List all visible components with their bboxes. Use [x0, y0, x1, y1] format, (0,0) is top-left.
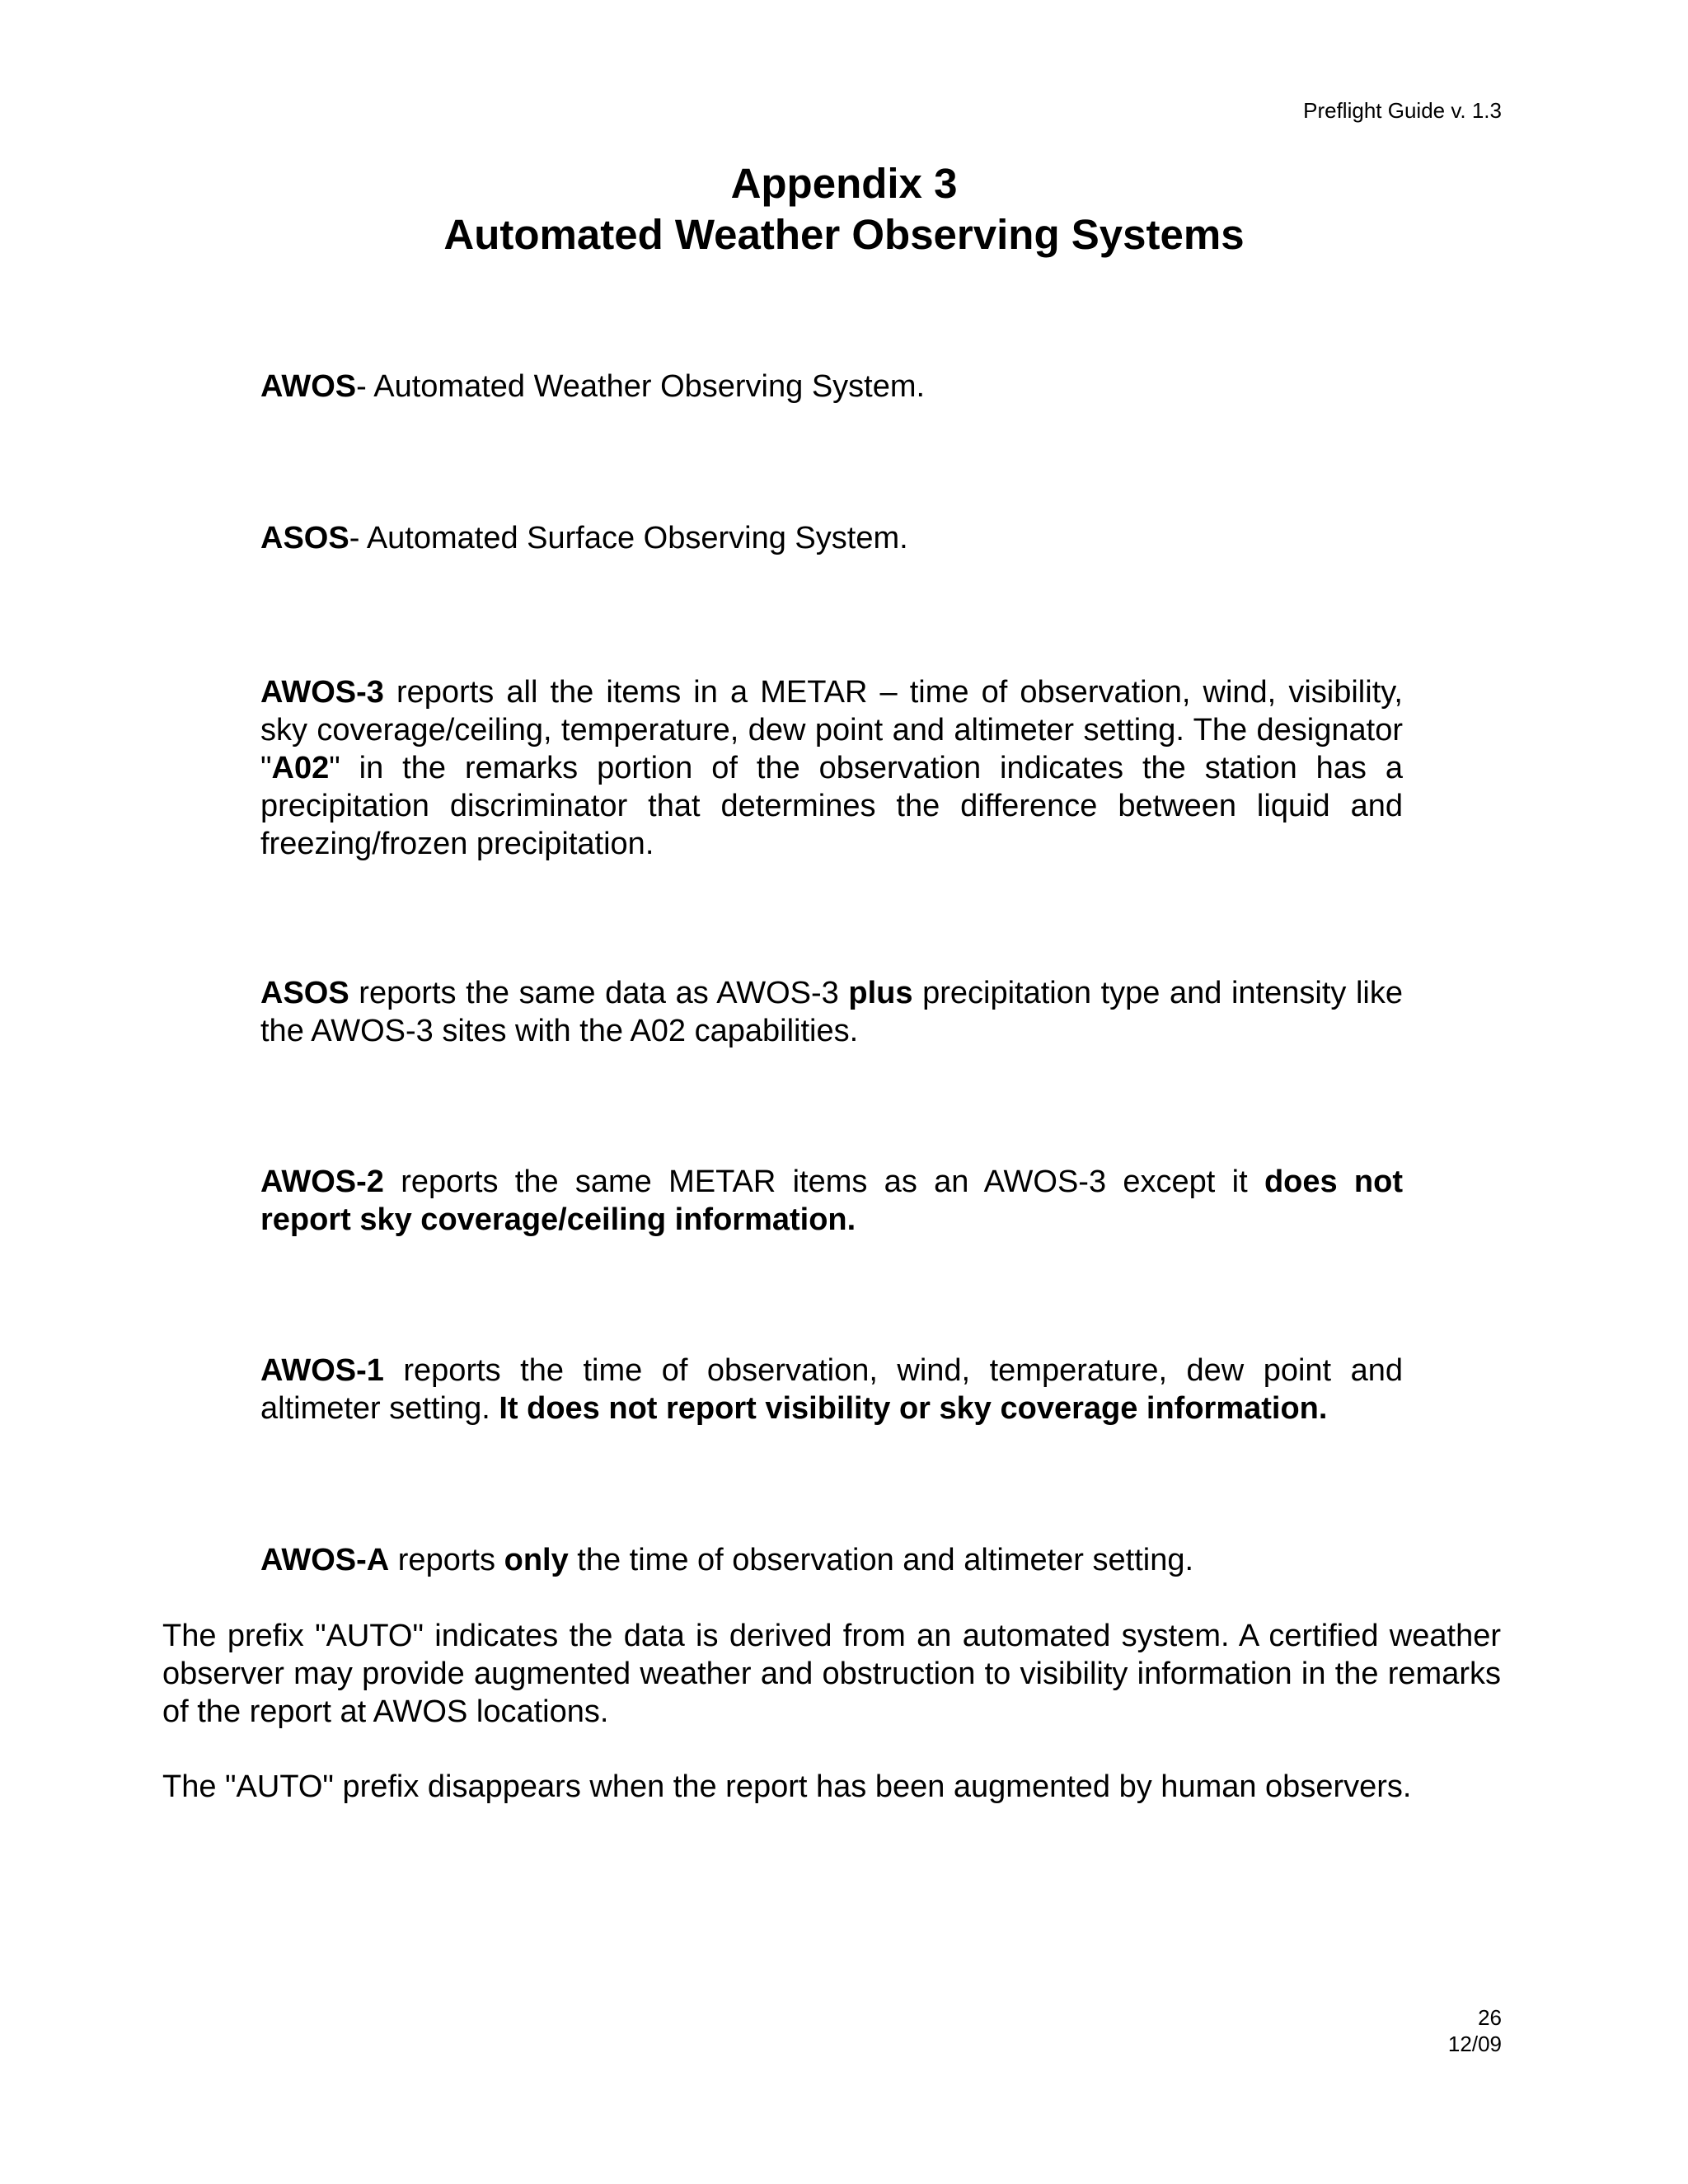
- entry-asos-definition-paragraph: [260, 519, 1403, 557]
- entry-awos-paragraph: [260, 368, 1403, 405]
- entry-awos-2-text-a: reports the same METAR items as an AWOS-3 except it: [383, 1165, 1264, 1199]
- entry-awos-3: [260, 673, 1403, 863]
- entry-awos-a: [260, 1541, 1403, 1579]
- entry-awos-2: [260, 1163, 1403, 1239]
- note-auto-disappears: [162, 1768, 1501, 1806]
- entry-asos-definition-term: ASOS: [260, 521, 349, 555]
- note-auto-prefix: [162, 1617, 1501, 1731]
- entry-awos-a-paragraph: [260, 1541, 1403, 1579]
- entry-awos-3-term: AWOS-3: [260, 675, 384, 710]
- footer-date: 12/09: [1447, 2032, 1502, 2056]
- entry-asos: [260, 974, 1403, 1050]
- entry-awos-3-paragraph: [260, 673, 1403, 863]
- entry-awos: [260, 368, 1403, 405]
- entry-awos-2-term: AWOS-2: [260, 1165, 384, 1199]
- entry-asos-emphasis: plus: [848, 976, 913, 1010]
- entry-awos-a-text-b: the time of observation and altimeter setting.: [568, 1543, 1194, 1577]
- entry-awos-3-text-b: " in the remarks portion of the observation indicates the station has a precipitation discriminator that determines the difference between liquid and freezing/frozen precipitation.: [260, 751, 1403, 861]
- entry-asos-definition: [260, 519, 1403, 557]
- entry-asos-paragraph: [260, 974, 1403, 1050]
- entry-awos-text: - Automated Weather Observing System.: [356, 369, 926, 404]
- entry-asos-text-a: reports the same data as AWOS-3: [349, 976, 849, 1010]
- entry-awos-a-text-a: reports: [389, 1543, 504, 1577]
- entry-awos-a-term: AWOS-A: [260, 1543, 390, 1577]
- entry-awos-1-text-a: reports the time of observation, wind, temperature, dew point and altimeter setting.: [260, 1353, 1403, 1426]
- title-line-appendix: Appendix 3: [730, 160, 958, 207]
- page-number: 26: [1478, 2005, 1502, 2030]
- entry-awos-2-emphasis: does not report sky coverage/ceiling information.: [260, 1165, 1404, 1237]
- title-line-subject: Automated Weather Observing Systems: [443, 211, 1245, 258]
- entry-asos-definition-text: - Automated Surface Observing System.: [349, 521, 908, 555]
- entry-awos-a-emphasis: only: [504, 1543, 569, 1577]
- entry-awos-3-text-a: reports all the items in a METAR – time of observation, wind, visibility, sky coverage/ceiling, temperature, dew point and altimeter setting. The designator ": [260, 675, 1403, 785]
- entry-awos-1-emphasis: It does not report visibility or sky coverage information.: [499, 1391, 1328, 1426]
- entry-asos-term: ASOS: [260, 976, 349, 1010]
- entry-awos-1-paragraph: [260, 1352, 1403, 1427]
- page-footer: [1448, 2004, 1502, 2057]
- entry-awos-term: AWOS: [260, 369, 357, 404]
- note-auto-prefix-text: The prefix "AUTO" indicates the data is derived from an automated system. A certified weather observer may provide augmented weather and obstruction to visibility information in the remarks of the report at AWOS locations.: [162, 1619, 1501, 1729]
- note-auto-disappears-text: The "AUTO" prefix disappears when the report has been augmented by human observers.: [162, 1769, 1412, 1804]
- running-head: Preflight Guide v. 1.3: [1303, 98, 1502, 123]
- entry-awos-2-paragraph: [260, 1163, 1403, 1239]
- page-title: [0, 158, 1688, 260]
- entry-awos-1: [260, 1352, 1403, 1427]
- entry-awos-3-code: A02: [271, 751, 330, 785]
- entry-asos-text-b: precipitation type and intensity like the AWOS-3 sites with the A02 capabilities.: [260, 976, 1403, 1048]
- entry-awos-1-term: AWOS-1: [260, 1353, 384, 1388]
